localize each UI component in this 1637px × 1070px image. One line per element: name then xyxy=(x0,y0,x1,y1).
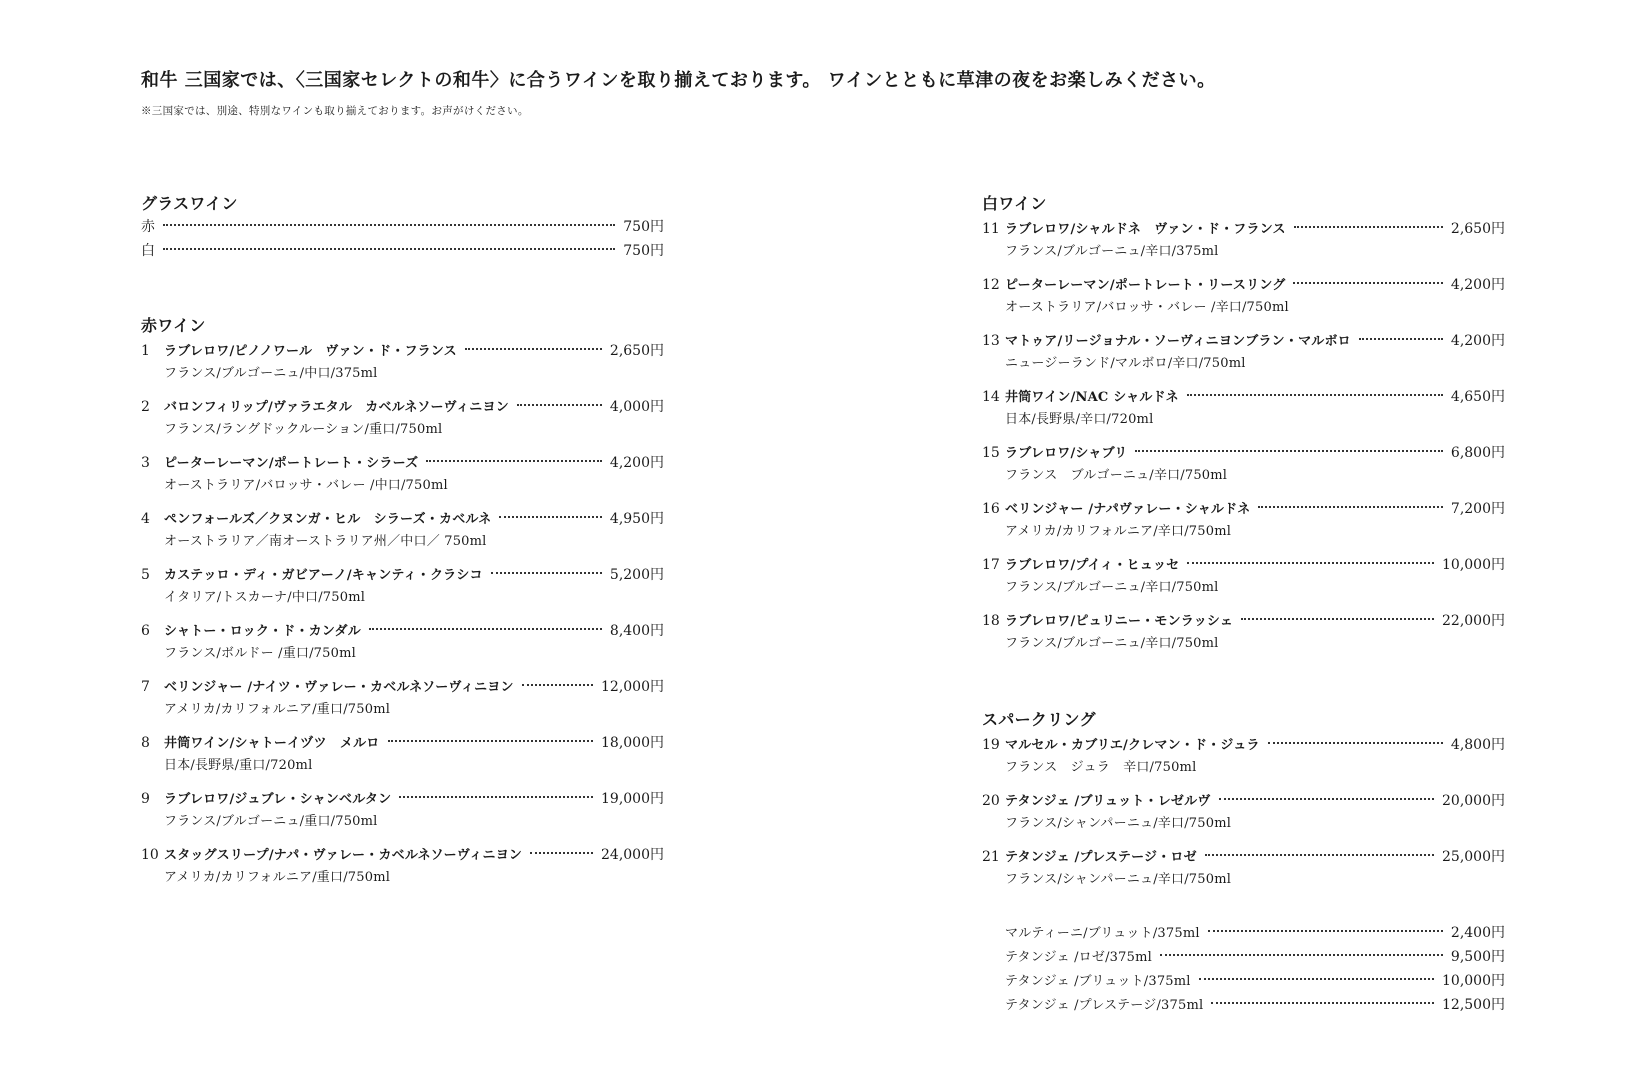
wine-detail: アメリカ/カリフォルニア/辛口/750ml xyxy=(1005,524,1232,539)
wine-name: ピーターレーマン/ポートレート・シラーズ xyxy=(164,456,419,471)
wine-item xyxy=(982,733,1505,781)
glass-item-name: 赤 xyxy=(141,219,156,235)
wine-detail: フランス/シャンパーニュ/辛口/750ml xyxy=(1005,872,1232,887)
wine-name: スタッグスリープ/ナパ・ヴァレー・カベルネソーヴィニヨン xyxy=(164,848,523,863)
wine-number: 4 xyxy=(141,511,150,527)
wine-price: 8,400円 xyxy=(609,623,664,639)
leader-dots xyxy=(1160,954,1443,956)
wine-detail: オーストラリア／南オーストラリア州／中口／ 750ml xyxy=(164,534,487,549)
wine-item xyxy=(141,619,664,667)
leader-dots xyxy=(522,684,593,686)
wine-name: マルセル・カブリエ/クレマン・ド・ジュラ xyxy=(1005,738,1260,753)
leader-dots xyxy=(499,516,602,518)
wine-number: 11 xyxy=(982,221,1000,237)
wine-item xyxy=(982,789,1505,837)
wine-detail: アメリカ/カリフォルニア/重口/750ml xyxy=(164,702,391,717)
wine-price: 20,000円 xyxy=(1442,793,1505,809)
red-wine-title: 赤ワイン xyxy=(141,316,206,335)
wine-detail: ニュージーランド/マルボロ/辛口/750ml xyxy=(1005,356,1246,371)
wine-number: 21 xyxy=(982,849,1000,865)
wine-price: 5,200円 xyxy=(609,567,664,583)
wine-number: 13 xyxy=(982,333,1000,349)
leader-dots xyxy=(1219,798,1434,800)
leader-dots xyxy=(1208,930,1443,932)
wine-name: テタンジェ /プレステージ/375ml xyxy=(1005,998,1204,1013)
wine-item xyxy=(141,675,664,723)
wine-name: カステッロ・ディ・ガビアーノ/キャンティ・クラシコ xyxy=(164,568,483,583)
wine-number: 2 xyxy=(141,399,150,415)
glass-item-price: 750円 xyxy=(623,243,664,259)
leader-dots xyxy=(1199,978,1434,980)
wine-number: 10 xyxy=(141,847,159,863)
wine-name: ピーターレーマン/ポートレート・リースリング xyxy=(1005,278,1286,293)
wine-price: 12,500円 xyxy=(1442,997,1505,1013)
wine-number: 16 xyxy=(982,501,1000,517)
leader-dots xyxy=(1268,742,1443,744)
wine-price: 22,000円 xyxy=(1442,613,1505,629)
wine-price: 2,650円 xyxy=(1450,221,1505,237)
wine-price: 4,800円 xyxy=(1450,737,1505,753)
leader-dots xyxy=(426,460,602,462)
half-bottle-item xyxy=(982,921,1505,945)
leader-dots xyxy=(1294,226,1443,228)
leader-dots xyxy=(163,248,615,250)
wine-item xyxy=(141,507,664,555)
wine-number: 7 xyxy=(141,679,150,695)
right-column xyxy=(982,193,1505,1017)
wine-name: ベリンジャー /ナイツ・ヴァレー・カベルネソーヴィニヨン xyxy=(164,680,514,695)
wine-name: シャトー・ロック・ド・カンダル xyxy=(164,624,361,639)
wine-number: 1 xyxy=(141,343,150,359)
wine-price: 2,650円 xyxy=(609,343,664,359)
wine-name: 井筒ワイン/NAC シャルドネ xyxy=(1005,390,1179,405)
wine-name: テタンジェ /ロゼ/375ml xyxy=(1005,950,1152,965)
wine-price: 4,650円 xyxy=(1450,389,1505,405)
wine-price: 18,000円 xyxy=(601,735,664,751)
white-wine-title: 白ワイン xyxy=(982,194,1047,213)
wine-detail: フランス/ブルゴーニュ/中口/375ml xyxy=(164,366,378,381)
half-bottle-list xyxy=(982,921,1505,1017)
leader-dots xyxy=(530,852,593,854)
wine-item xyxy=(141,451,664,499)
wine-number: 9 xyxy=(141,791,150,807)
wine-item xyxy=(141,731,664,779)
wine-price: 4,200円 xyxy=(1450,277,1505,293)
wine-price: 25,000円 xyxy=(1442,849,1505,865)
wine-detail: アメリカ/カリフォルニア/重口/750ml xyxy=(164,870,391,885)
leader-dots xyxy=(388,740,594,742)
glass-item-name: 白 xyxy=(141,243,156,259)
wine-detail: イタリア/トスカーナ/中口/750ml xyxy=(164,590,366,605)
wine-price: 7,200円 xyxy=(1450,501,1505,517)
leader-dots xyxy=(1187,394,1443,396)
wine-item xyxy=(982,845,1505,893)
wine-number: 6 xyxy=(141,623,150,639)
wine-number: 15 xyxy=(982,445,1000,461)
leader-dots xyxy=(517,404,602,406)
wine-price: 4,950円 xyxy=(609,511,664,527)
wine-price: 12,000円 xyxy=(601,679,664,695)
wine-item xyxy=(982,553,1505,601)
wine-item xyxy=(141,843,664,891)
wine-price: 19,000円 xyxy=(601,791,664,807)
wine-number: 8 xyxy=(141,735,150,751)
glass-item xyxy=(141,215,664,239)
wine-item xyxy=(141,395,664,443)
leader-dots xyxy=(465,348,602,350)
glass-item-price: 750円 xyxy=(623,219,664,235)
wine-name: ラブレロワ/シャルドネ ヴァン・ド・フランス xyxy=(1005,222,1286,237)
wine-item xyxy=(982,273,1505,321)
wine-price: 2,400円 xyxy=(1450,925,1505,941)
wine-name: ラブレロワ/ピノノワール ヴァン・ド・フランス xyxy=(164,344,457,359)
leader-dots xyxy=(1359,338,1443,340)
wine-name: ベリンジャー /ナパヴァレー・シャルドネ xyxy=(1005,502,1251,517)
wine-detail: フランス/ブルゴーニュ/重口/750ml xyxy=(164,814,378,829)
wine-number: 12 xyxy=(982,277,1000,293)
wine-item xyxy=(982,329,1505,377)
leader-dots xyxy=(369,628,602,630)
wine-item xyxy=(982,441,1505,489)
wine-name: ラブレロワ/ピュリニー・モンラッシェ xyxy=(1005,614,1234,629)
wine-detail: 日本/長野県/辛口/720ml xyxy=(1005,412,1154,427)
leader-dots xyxy=(491,572,602,574)
wine-number: 14 xyxy=(982,389,1000,405)
wine-item xyxy=(982,609,1505,657)
wine-number: 18 xyxy=(982,613,1000,629)
glass-item xyxy=(141,239,664,263)
wine-price: 10,000円 xyxy=(1442,557,1505,573)
wine-price: 4,200円 xyxy=(1450,333,1505,349)
wine-name: ペンフォールズ／クヌンガ・ヒル シラーズ・カベルネ xyxy=(164,512,492,527)
wine-detail: フランス/ブルゴーニュ/辛口/750ml xyxy=(1005,580,1219,595)
wine-number: 20 xyxy=(982,793,1000,809)
wine-item xyxy=(141,339,664,387)
intro-text: 和牛 三国家では、〈三国家セレクトの和牛〉に合うワインを取り揃えております。 ワインとともに草津の夜をお楽しみください。 xyxy=(141,70,1216,91)
wine-price: 4,200円 xyxy=(609,455,664,471)
wine-detail: フランス/シャンパーニュ/辛口/750ml xyxy=(1005,816,1232,831)
half-bottle-item xyxy=(982,969,1505,993)
wine-number: 5 xyxy=(141,567,150,583)
leader-dots xyxy=(1187,562,1434,564)
sparkling-title: スパークリング xyxy=(982,710,1096,729)
wine-item xyxy=(982,497,1505,545)
wine-price: 10,000円 xyxy=(1442,973,1505,989)
wine-detail: フランス/ラングドックルーション/重口/750ml xyxy=(164,422,443,437)
leader-dots xyxy=(1258,506,1443,508)
leader-dots xyxy=(1205,854,1434,856)
wine-name: テタンジェ /プレステージ・ロゼ xyxy=(1005,850,1197,865)
wine-detail: オーストラリア/バロッサ・バレー /辛口/750ml xyxy=(1005,300,1289,315)
leader-dots xyxy=(399,796,593,798)
wine-name: テタンジェ /ブリュット・レゼルヴ xyxy=(1005,794,1211,809)
glass-wine-title: グラスワイン xyxy=(141,194,238,213)
wine-price: 9,500円 xyxy=(1450,949,1505,965)
leader-dots xyxy=(1241,618,1434,620)
wine-detail: フランス/ブルゴーニュ/辛口/750ml xyxy=(1005,636,1219,651)
wine-detail: フランス ジュラ 辛口/750ml xyxy=(1005,760,1197,775)
wine-name: マトゥア/リージョナル・ソーヴィニヨンブラン・マルボロ xyxy=(1005,334,1351,349)
wine-item xyxy=(982,385,1505,433)
intro-note: ※三国家では、別途、特別なワインも取り揃えております。お声がけください。 xyxy=(141,105,529,117)
wine-item xyxy=(982,217,1505,265)
intro xyxy=(141,66,1216,118)
wine-item xyxy=(141,563,664,611)
wine-detail: オーストラリア/バロッサ・バレー /中口/750ml xyxy=(164,478,448,493)
wine-name: ラブレロワ/シャブリ xyxy=(1005,446,1128,461)
wine-price: 4,000円 xyxy=(609,399,664,415)
wine-name: バロンフィリップ/ヴァラエタル カベルネソーヴィニヨン xyxy=(164,400,509,415)
wine-number: 3 xyxy=(141,455,150,471)
wine-name: マルティーニ/ブリュット/375ml xyxy=(1005,926,1200,941)
wine-price: 24,000円 xyxy=(601,847,664,863)
wine-name: ラブレロワ/プイィ・ヒュッセ xyxy=(1005,558,1180,573)
left-column xyxy=(141,193,664,899)
wine-name: ラブレロワ/ジュブレ・シャンベルタン xyxy=(164,792,392,807)
half-bottle-item xyxy=(982,945,1505,969)
leader-dots xyxy=(1293,282,1442,284)
leader-dots xyxy=(1211,1002,1434,1004)
half-bottle-item xyxy=(982,993,1505,1017)
wine-detail: フランス/ブルゴーニュ/辛口/375ml xyxy=(1005,244,1219,259)
wine-detail: フランス ブルゴーニュ/辛口/750ml xyxy=(1005,468,1228,483)
leader-dots xyxy=(1135,450,1442,452)
wine-number: 17 xyxy=(982,557,1000,573)
wine-name: テタンジェ /ブリュット/375ml xyxy=(1005,974,1191,989)
wine-name: 井筒ワイン/シャトーイヅツ メルロ xyxy=(164,736,380,751)
leader-dots xyxy=(163,224,615,226)
wine-price: 6,800円 xyxy=(1450,445,1505,461)
wine-detail: フランス/ボルドー /重口/750ml xyxy=(164,646,356,661)
wine-item xyxy=(141,787,664,835)
wine-detail: 日本/長野県/重口/720ml xyxy=(164,758,313,773)
wine-number: 19 xyxy=(982,737,1000,753)
